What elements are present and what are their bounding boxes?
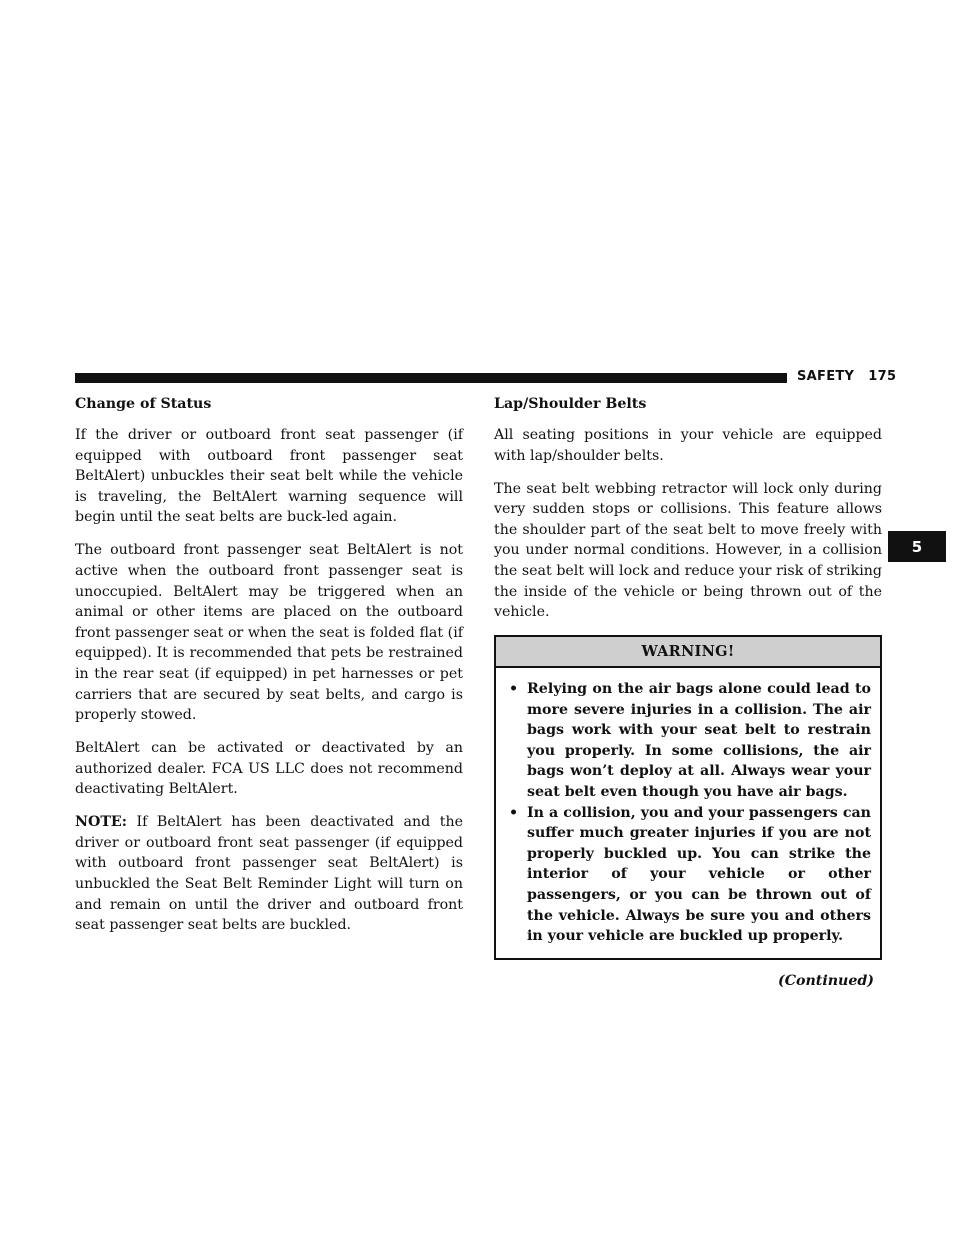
running-header bbox=[797, 369, 896, 384]
warning-item-text: In a collision, you and your passengers can suffer much greater injuries if you are not properly buckled up. You can strike the interior of your vehicle or other passengers, or you can be thrown out of the vehicle. Always be sure you and others in your vehicle are buckled up properly. bbox=[527, 804, 871, 945]
warning-box bbox=[494, 635, 882, 960]
bullet-icon: • bbox=[509, 681, 519, 698]
warning-item-text: Relying on the air bags alone could lead to more severe injuries in a collision. The air bags work with your seat belt to restrain you properly. In some collisions, the air bags won’t deploy at all. Always wear your seat belt even though you have air bags. bbox=[527, 681, 871, 801]
page-number: 175 bbox=[868, 369, 897, 384]
warning-title: WARNING! bbox=[496, 637, 880, 668]
chapter-tab: 5 bbox=[888, 531, 946, 562]
bullet-icon: • bbox=[509, 804, 519, 821]
continued-label: (Continued) bbox=[777, 972, 874, 989]
section-heading-lap-shoulder-belts: Lap/Shoulder Belts bbox=[494, 396, 647, 412]
paragraph: If the driver or outboard front seat passenger (if equipped with outboard front passenger seat BeltAlert) unbuckles their seat belt while the vehicle is traveling, the BeltAlert warning sequence will begin until the seat belts are buck-led again. bbox=[75, 426, 463, 526]
paragraph: The outboard front passenger seat BeltAlert is not active when the outboard front passenger seat is unoccupied. BeltAlert may be triggered when an animal or other items are placed on the outboard front passenger seat or when the seat is folded flat (if equipped). It is recommended that pets be restrained in the rear seat (if equipped) in pet harnesses or pet carriers that are secured by seat belts, and cargo is properly stowed. bbox=[75, 542, 463, 724]
left-column bbox=[75, 394, 463, 948]
note-paragraph bbox=[75, 812, 463, 936]
note-text: If BeltAlert has been deactivated and the driver or outboard front seat passenger (if equipped with outboard front passenger seat BeltAlert) is unbuckled the Seat Belt Reminder Light will turn on and remain on until the driver and outboard front seat passenger seat belts are buckled. bbox=[75, 814, 463, 934]
warning-list bbox=[496, 668, 880, 958]
header-rule bbox=[75, 373, 787, 383]
paragraph: All seating positions in your vehicle are equipped with lap/shoulder belts. bbox=[494, 426, 882, 464]
warning-item bbox=[506, 679, 871, 803]
warning-item bbox=[506, 803, 871, 947]
paragraph: BeltAlert can be activated or deactivated by an authorized dealer. FCA US LLC does not recommend deactivating BeltAlert. bbox=[75, 740, 463, 798]
paragraph: The seat belt webbing retractor will lock only during very sudden stops or collisions. This feature allows the shoulder part of the seat belt to move freely with you under normal conditions. However, in a collision the seat belt will lock and reduce your risk of striking the inside of the vehicle or being thrown out of the vehicle. bbox=[494, 480, 882, 621]
right-column bbox=[494, 394, 882, 991]
section-heading-change-of-status: Change of Status bbox=[75, 396, 212, 412]
section-title: SAFETY bbox=[797, 369, 855, 384]
note-label: NOTE: bbox=[75, 814, 127, 831]
